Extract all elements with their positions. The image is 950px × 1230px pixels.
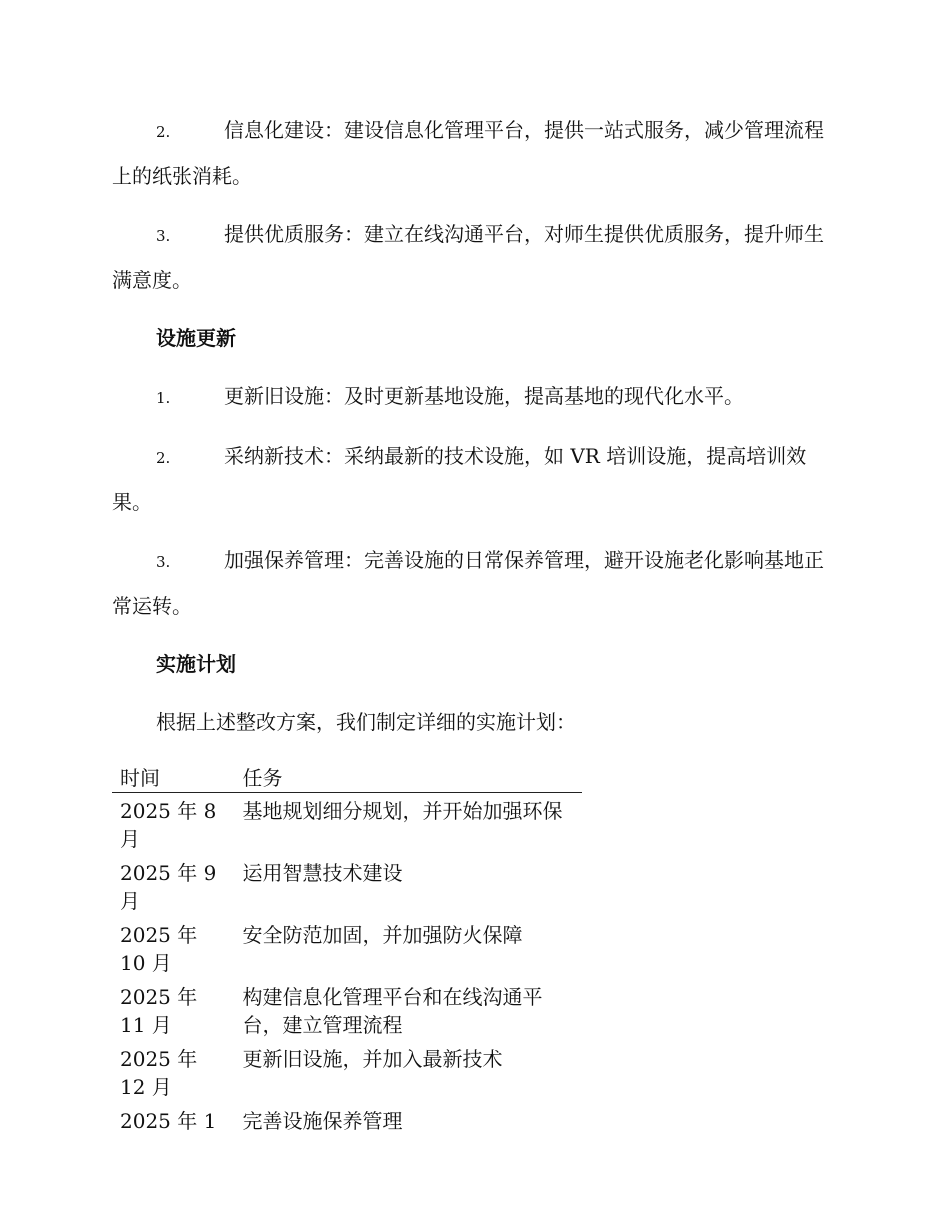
- list-item-new-technology: [112, 434, 834, 524]
- list-text: 提供优质服务：建立在线沟通平台，对师生提供优质服务，提升师生满意度。: [112, 222, 824, 292]
- list-text: 更新旧设施：及时更新基地设施，提高基地的现代化水平。: [224, 384, 744, 408]
- table-cell-time: 2025 年 1: [120, 1109, 217, 1133]
- section-heading-plan: 实施计划: [156, 652, 236, 676]
- table-row: [112, 917, 582, 979]
- list-item-quality-service: [112, 212, 834, 302]
- table-cell-time: 2025 年 9 月: [120, 861, 217, 913]
- list-number: 3.: [156, 553, 171, 571]
- table-cell-time: 2025 年 10 月: [120, 923, 198, 975]
- table-cell-task: 运用智慧技术建设: [242, 861, 403, 885]
- list-text: 采纳新技术：采纳最新的技术设施，如 VR 培训设施，提高培训效果。: [112, 444, 807, 514]
- list-number: 2.: [156, 123, 171, 141]
- table-row: [112, 793, 582, 856]
- list-number: 2.: [156, 449, 171, 467]
- plan-intro-paragraph: 根据上述整改方案，我们制定详细的实施计划：: [156, 710, 576, 734]
- table-header-row: [112, 758, 582, 793]
- table-cell-task: 更新旧设施，并加入最新技术: [242, 1047, 503, 1071]
- list-text: 信息化建设：建设信息化管理平台，提供一站式服务，减少管理流程上的纸张消耗。: [112, 118, 824, 188]
- table-header-time: 时间: [112, 758, 235, 793]
- document-content: [112, 108, 834, 1165]
- table-cell-task: 安全防范加固，并加强防火保障: [242, 923, 523, 947]
- table-cell-time: 2025 年 11 月: [120, 985, 198, 1037]
- list-item-informatization: [112, 108, 834, 198]
- table-row: [112, 855, 582, 917]
- list-number: 3.: [156, 227, 171, 245]
- section-heading-facility: 设施更新: [156, 326, 236, 350]
- table-row: [112, 1103, 582, 1165]
- table-row: [112, 979, 582, 1041]
- table-cell-task: 构建信息化管理平台和在线沟通平台，建立管理流程: [242, 985, 543, 1037]
- list-item-maintenance: [112, 538, 834, 628]
- list-text: 加强保养管理：完善设施的日常保养管理，避开设施老化影响基地正常运转。: [112, 548, 824, 618]
- table-cell-task: 完善设施保养管理: [242, 1109, 403, 1133]
- list-item-update-facilities: [112, 374, 834, 420]
- table-cell-task: 基地规划细分规划，并开始加强环保: [242, 799, 563, 823]
- list-number: 1.: [156, 389, 171, 407]
- table-cell-time: 2025 年 8 月: [120, 799, 217, 851]
- table-header-task: 任务: [235, 758, 582, 793]
- table-row: [112, 1041, 582, 1103]
- table-cell-time: 2025 年 12 月: [120, 1047, 198, 1099]
- implementation-plan-table: [112, 758, 582, 1165]
